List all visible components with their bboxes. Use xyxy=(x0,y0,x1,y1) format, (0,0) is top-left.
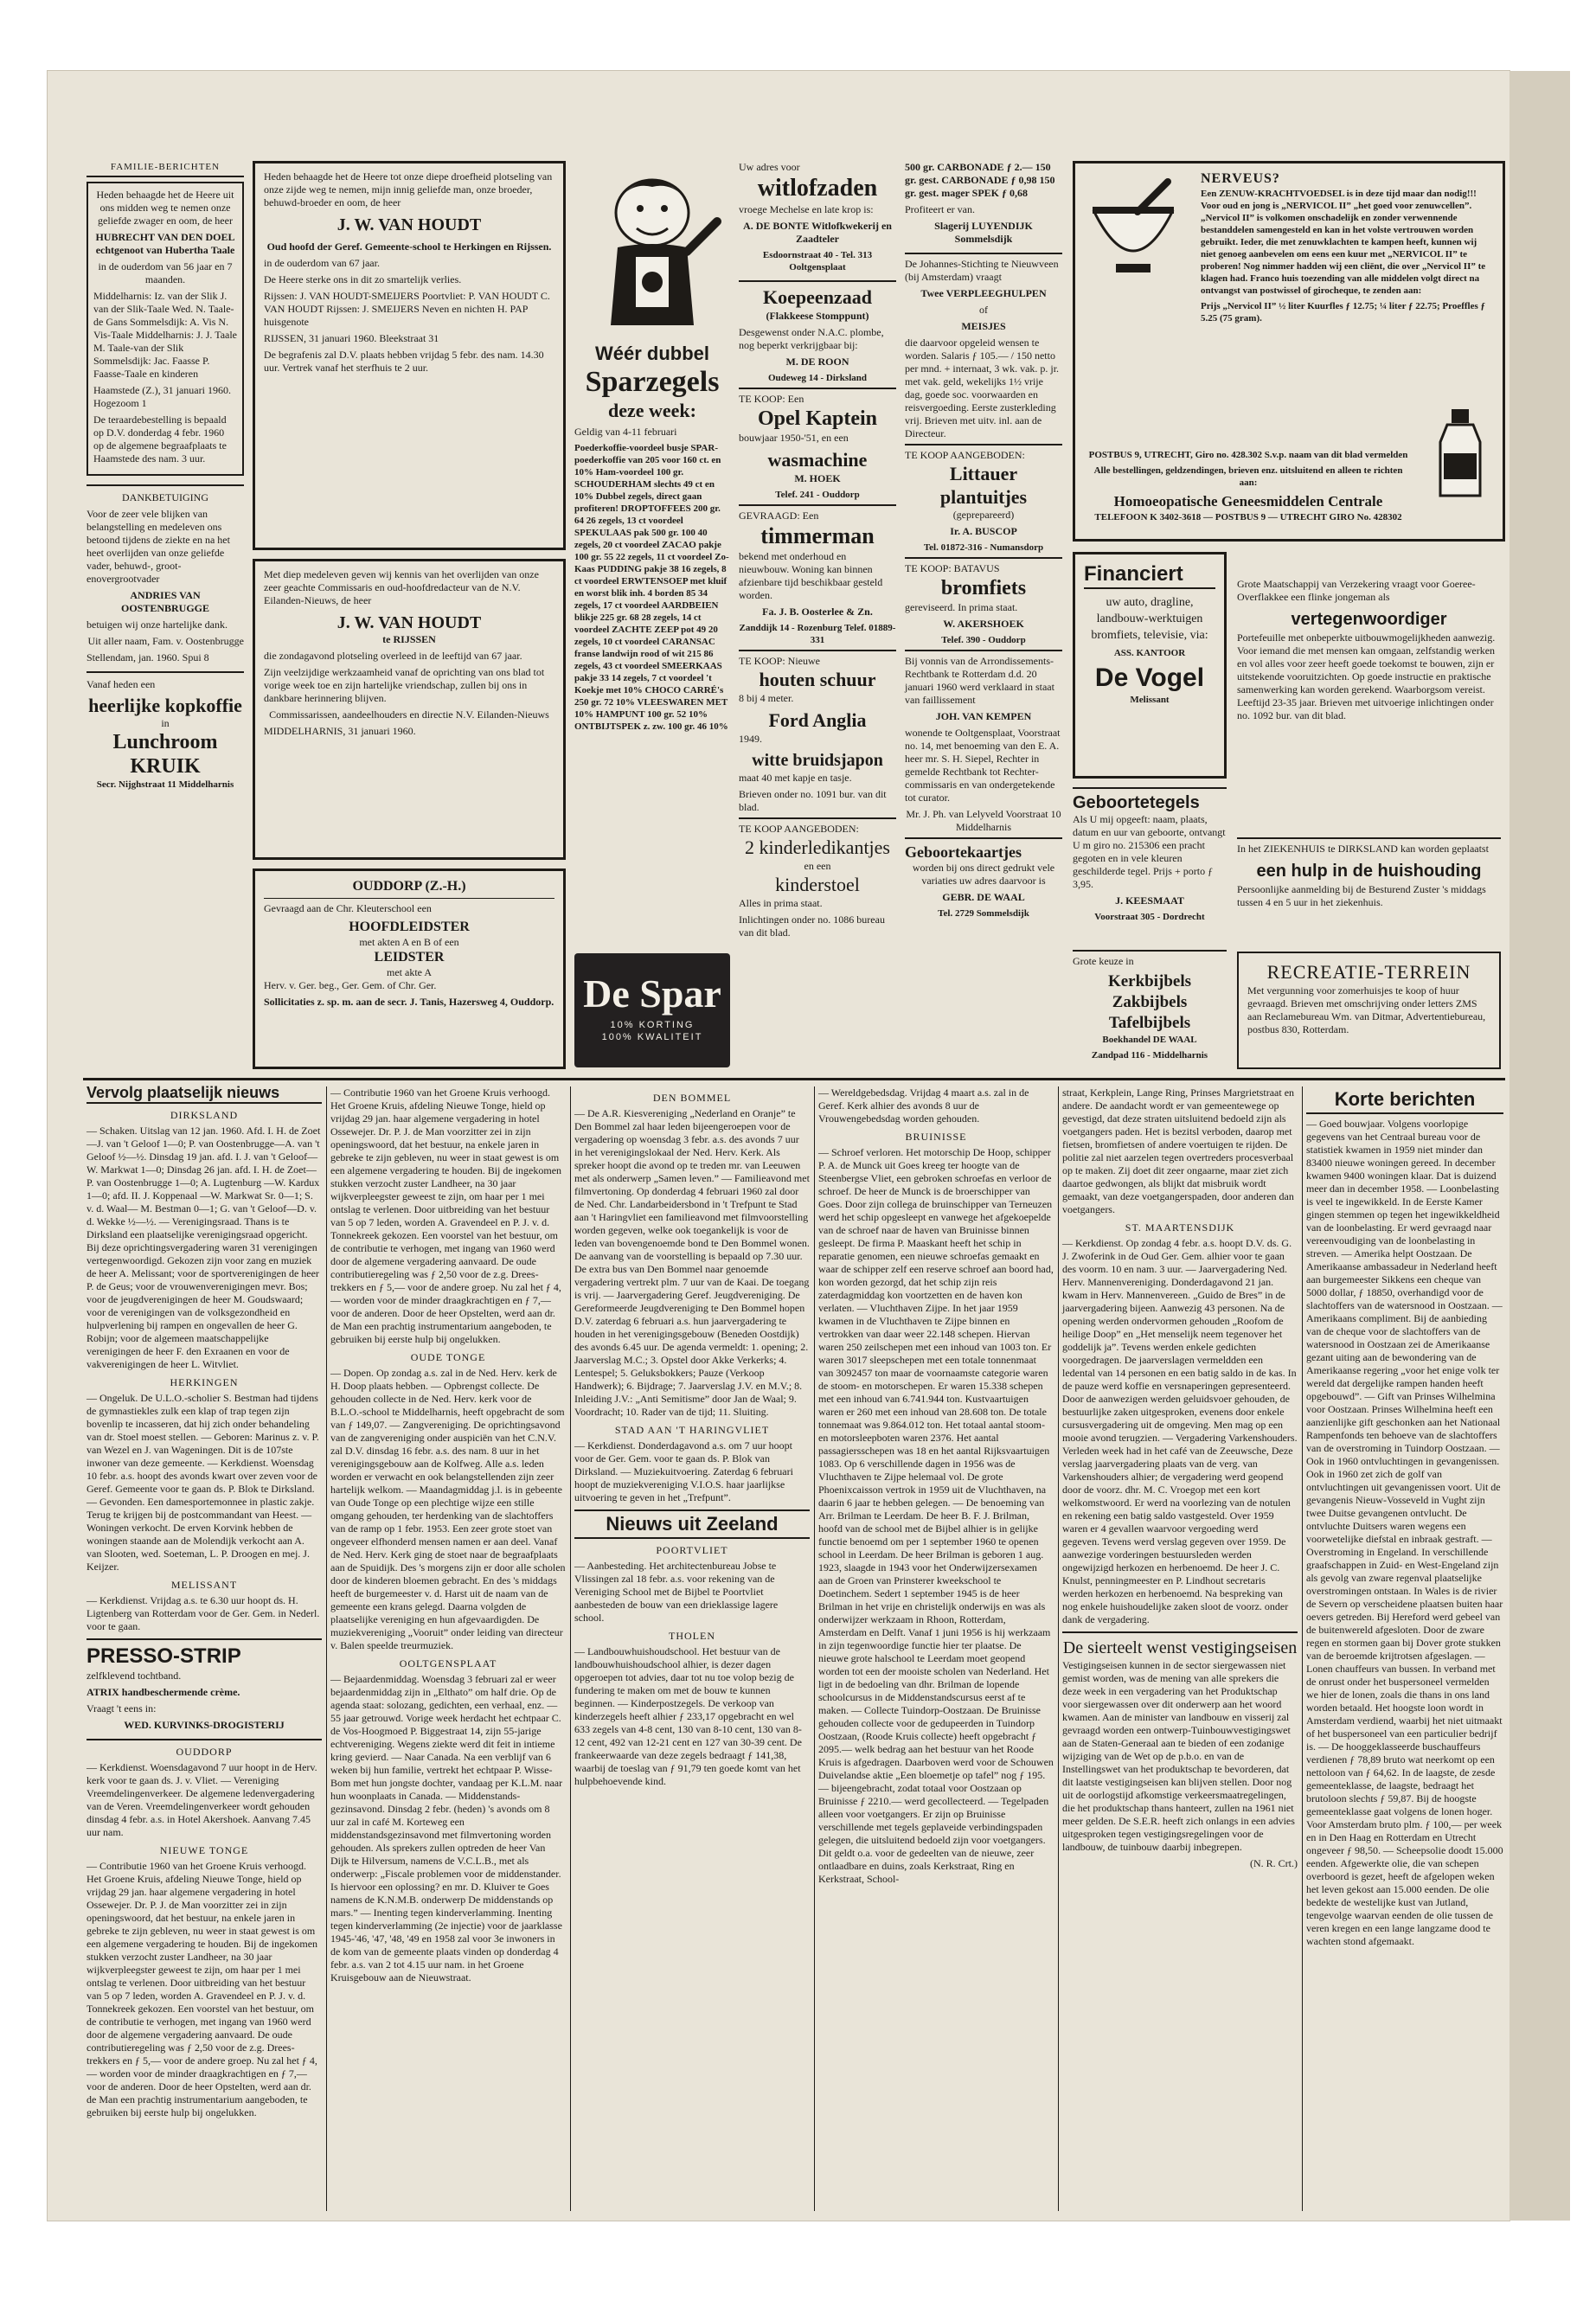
ad-verpleeg-text: die daarvoor opgeleid wensen te worden. Salaris ƒ 105.— / 150 netto per mnd. + internaat, 3 wk. vak. p. jr. met vak. geld, wekelijks 1½ vrije dag, goede soc. voorwaarden en reisvergoeding. Eerste zusterkleding vrij. Brieven met uitv. inl. aan de Directeur. xyxy=(905,336,1060,439)
column-rule-5 xyxy=(1302,1086,1303,2211)
nervicol-text: Een ZENUW-KRACHTVOEDSEL is in deze tijd maar dan nodig!!! Voor oud en jong is „NERVICOL II” „het goed voor zenuwcellen”. „Nervicol II” is volkomen onschadelijk en zonder verwennende bestanddelen samengesteld en kan in het volste vertrouwen worden gebruikt. Ieder, die met zenuwklachten te kampen heeft, kunnen wij niet genoeg aanbevelen om eens een kuur met „NERVICOL II” te proberen! Nog nimmer hadden wij een cliënt, die over „Nervicol II” te klagen had. Franco huis toezending van alle middelen volgt direct na ontvangst van postwissel of girocheque, te zenden aan: xyxy=(1201,189,1486,296)
ad-verpleeg-meisjes: MEISJES xyxy=(961,320,1006,332)
spar-mascot-icon xyxy=(574,161,730,343)
coffee-pre: Vanaf heden een xyxy=(87,678,156,690)
ad-witlof-text: vroege Mechelse en late krop is: xyxy=(739,203,874,215)
ad-littauer-name: Ir. A. BUSCOP xyxy=(950,525,1017,537)
ad-bruidsjapon-contact: Brieven onder no. 1091 bur. van dit blad. xyxy=(739,788,887,813)
text-nieuwe-tonge: — Contributie 1960 van het Groene Kruis verhoogd. Het Groene Kruis, afdeling Nieuwe Tonge, hield op vrijdag 29 jan. haar algemene vergadering in hotel Ossewejer. Dr. P. J. de Man voorzitter zei in zijn openingswoord, dat het bestuur, na enkele jaren in gebreke te zijn gebleven, nu weer in staat gewest is om een algemene vergadering te houden. Bij de ingekomen stukken verzocht zuster Landheer, na 30 jaar wijkverpleegster geweest te zijn, om haar per 1 mei ontslag te verlenen. Door uitbreiding van het bestuur van 5 op 7 leden, worden A. Gravendeel en P. J. v. d. Tonnekreek gekozen. Een voorstel van het bestuur, om de contributie te verhogen, met ingang van 1960 werd door de algemene vergadering aanvaard. De oude contributieregeling was ƒ 2,50 voor de z.g. Drees-trekkers en ƒ 5,— voor de andere groep. Nu zal het ƒ 4,— worden voor de minder draagkrachtigen en ƒ 7,— voor de anderen. Door de heer Opstelten, werd aan dr. de Man een prachtig instrumentarium aangeboden, te gebruiken bij eerste hulp bij ongelukken. xyxy=(330,1086,562,1345)
ad-witlof-addr: Esdoornstraat 40 - Tel. 313 Ooltgensplaat xyxy=(762,250,873,272)
presso-vraag: Vraagt 't eens in: xyxy=(87,1702,157,1715)
ad-schuur-headline: houten schuur xyxy=(759,669,876,690)
nervicol-order-block xyxy=(1084,449,1413,527)
obituary-van-houdt-company xyxy=(253,559,566,860)
ad-bromfiets-pre: TE KOOP: BATAVUS xyxy=(905,562,1000,574)
houdt1-intro: Heden behaagde het de Heere tot onze diepe droefheid plotseling van onze zijde weg te nemen, mijn innig geliefde man, onze broeder, behuwd-broeder en oom, de heer xyxy=(264,170,553,208)
ad-houten-schuur xyxy=(739,650,896,814)
coffee-place: Lunchroom KRUIK xyxy=(112,731,218,778)
heading-poortvliet: POORTVLIET xyxy=(656,1544,728,1556)
bijbels-pre: Grote keuze in xyxy=(1073,955,1134,967)
spar-week: deze week: xyxy=(607,400,696,421)
houdt1-name: J. W. VAN HOUDT xyxy=(337,215,482,234)
obituary-place: Haamstede (Z.), 31 januari 1960. Hogezoom 1 xyxy=(93,384,231,409)
ad-koepeenzaad xyxy=(739,280,896,384)
spar-again: Wéér dubbel xyxy=(594,343,709,364)
family-section-title: FAMILIE-BERICHTEN xyxy=(87,161,244,177)
presso-ad xyxy=(87,1638,322,1740)
ad-bruidsjapon-headline: witte bruidsjapon xyxy=(752,751,883,770)
thanks-title: DANKBETUIGING xyxy=(122,491,208,503)
mortar-pestle-icon xyxy=(1086,177,1181,290)
news-column-1 xyxy=(87,1086,322,2211)
recreatie-title: RECREATIE-TERREIN xyxy=(1266,961,1471,983)
ad-koepeen-sub: (Flakkeese Stomppunt) xyxy=(766,310,869,322)
ad-faillissement-text: Bij vonnis van de Arrondissements-Rechtbank te Rotterdam d.d. 20 januari 1960 werd verklaard in staat van faillissement xyxy=(905,655,1054,706)
bijbels-addr: Zandpad 116 - Middelharnis xyxy=(1091,1050,1208,1061)
school-job2: LEIDSTER xyxy=(374,950,445,965)
heading-dirksland: DIRKSLAND xyxy=(170,1109,239,1121)
obituary-notice xyxy=(87,182,244,476)
section-divider xyxy=(83,1078,1505,1080)
school-denomination: Herv. v. Ger. beg., Ger. Gem. of Chr. Ger. xyxy=(264,979,437,991)
school-place: OUDDORP (Z.-H.) xyxy=(264,878,554,899)
text-sierteelt: Vestigingseisen kunnen in de sector siergewassen niet gemist worden, was de mening van alle sprekers die deze week in een vergadering van het Produktschap voor siergewassen over dit onderwerp aan het woord kwamen. Aan de minister van landbouw en visserij zal gevraagd worden een ontwerp-Tuinbouwvestigingswet aan de Staten-Generaal aan te bieden of een zodanige wijziging van de Wet op de p.b.o. en van de Instellingswet van het produktschap te bevorderen, dat dit laatste vestigingseisen kan blijven stellen. Door nog uit de oorlogstijd afkomstige verkeersmaatregelingen, die het produktschap thans hanteert, zullen na 1961 niet meer gelden. De S.E.R. heeft zich onlangs in een advies uitgesproken tegen vestigingsregelingen voor de landbouw, de tuinbouw daarbij inbegrepen. xyxy=(1062,1659,1295,1853)
vertegen-text1: Grote Maatschappij van Verzekering vraagt voor Goeree-Overflakkee een flinke jongeman als xyxy=(1237,578,1476,603)
news-column-6 xyxy=(1306,1086,1503,2211)
obituary-funeral: De teraardebestelling is bepaald op D.V. donderdag 4 febr. 1960 op de algemene begraafplaats te Haamstede des nam. 3 uur. xyxy=(93,413,227,465)
houdt2-place: te RIJSSEN xyxy=(382,633,436,645)
heading-bruinisse: BRUINISSE xyxy=(905,1131,967,1143)
ad-witlof-name: A. DE BONTE Witlofkwekerij en Zaadteler xyxy=(743,220,892,245)
de-spar-logo-text: De Spar xyxy=(583,971,721,1016)
ad-koepeen-name: M. DE ROON xyxy=(785,356,849,368)
ad-faillissement xyxy=(905,650,1062,834)
heading-melissant: MELISSANT xyxy=(170,1579,238,1591)
ad-geboortekaartjes-headline: Geboortekaartjes xyxy=(905,843,1022,861)
ad-kinder-contact: Inlichtingen onder no. 1086 bureau van dit blad. xyxy=(739,913,885,939)
nervicol-tel: TELEFOON K 3402-3618 — POSTBUS 9 — UTRECHT GIRO No. 428302 xyxy=(1094,512,1402,522)
spar-headline: Sparzegels xyxy=(585,366,720,398)
text-ooltgensplaat: — Bejaardenmiddag. Woensdag 3 februari zal er weer bejaardenmiddag zijn in „Elthato” om half drie. Op de agenda staat: solozang, gedichten, een verhaal, enz. — 55 jaar getrouwd. Vorige week herdacht het echtpaar C. de Vos-Hoogmoed P. Biggestraat 14, zijn 55-jarige echtvereniging. Wegens ziekte werd dit feit in intieme kring gevierd. — Naar Canada. Na een verblijf van 6 weken bij hun familie, vertrekt het echtpaar P. Wisse-Bom met hun jongste dochter, vandaag per K.L.M. naar hun woonplaats in Canada. — Middenstands-gezinsavond. Dinsdag 2 febr. (heden) 's avonds om 8 uur zal in café M. Korteweg een middenstandsgezinsavond met filmvertoning worden gehouden. Als sprekers zullen optreden de heer Van Dijk te Hilversum, namens de V.C.L.B., met als onderwerp: „Fiscale problemen voor de middenstander. Is hiervoor een oplossing? en mr. D. Kluiver te Goes namens de K.N.M.B. onderwerp De middenstands op mars.” — Inenting tegen kinderverlamming. Inenting tegen kinderverlamming (2e injectie) voor de jaarklasse 1945-'46, '47, '48, '49 en 1958 zal voor 3e inwoners in de kom van de gemeente plaats vinden op donderdag 4 febr. a.s. van 2 tot 4.15 uur nam. in het Groene Kruisgebouw aan de Nieuwstraat. xyxy=(330,1673,563,1984)
de-spar-logo-sub1: 10% KORTING xyxy=(610,1020,695,1030)
coffee-ad xyxy=(87,671,244,791)
de-spar-logo-sub2: 100% KWALITEIT xyxy=(601,1032,703,1042)
ad-kinderledikantjes xyxy=(739,817,896,939)
recreatie-text: Met vergunning voor zomerhuisjes te koop of huur gevraagd. Brieven met omschrijving onder letters ZMS aan Reclamebureau Wm. van Ditmar, Advertentiebureau, postbus 830, Rotterdam. xyxy=(1247,984,1486,1035)
obituary-age: in de ouderdom van 56 jaar en 7 maanden. xyxy=(98,260,233,285)
ad-slagerij-name: Slagerij LUYENDIJK Sommelsdijk xyxy=(934,220,1033,245)
thanks-place: Stellendam, jan. 1960. Spui 8 xyxy=(87,651,209,663)
ad-opel-kaptein xyxy=(739,388,896,501)
ad-koepeen-addr: Oudeweg 14 - Dirksland xyxy=(768,373,867,383)
ad-geboortekaartjes-text: worden bij ons direct gedrukt vele variaties uw adres daarvoor is xyxy=(912,862,1055,887)
nervicol-ad xyxy=(1073,161,1505,542)
houdt2-name: J. W. VAN HOUDT xyxy=(337,613,482,632)
ad-timmerman-addr: Zanddijk 14 - Rozenburg Telef. 01889-331 xyxy=(739,623,896,645)
thanks-text: Voor de zeer vele blijken van belangstelling en medeleven ons betoond tijdens de ziekte en na het heet overlijden van onze geliefde vader, behuwd-, groot- enovergrootvader xyxy=(87,508,230,585)
thanks-notice xyxy=(87,484,244,664)
houdt1-family: Rijssen: J. VAN HOUDT-SMEIJERS Poortvliet: P. VAN HOUDT C. VAN HOUDT Rijssen: J. SMEIJERS Neven en nichten H. PAP huisgenote xyxy=(264,290,550,328)
school-job1-note: met akten A en B of een xyxy=(359,936,459,948)
heading-tholen: THOLEN xyxy=(669,1630,715,1642)
houdt1-place: RIJSSEN, 31 januari 1960. Bleekstraat 31 xyxy=(264,332,439,344)
ad-littauer-addr: Tel. 01872-316 - Numansdorp xyxy=(923,542,1044,553)
vertegen-headline: vertegenwoordiger xyxy=(1291,610,1447,629)
financiert-company: ASS. KANTOOR xyxy=(1113,648,1186,658)
ad-littauer-sub: (geprepareerd) xyxy=(952,509,1015,521)
school-contact: Sollicitaties z. sp. m. aan de secr. J. Tanis, Hazersweg 4, Ouddorp. xyxy=(264,996,554,1008)
ad-faillissement-name: JOH. VAN KEMPEN xyxy=(935,710,1032,722)
obituary-van-houdt-family xyxy=(253,161,566,550)
ad-opel-addr: Telef. 241 - Ouddorp xyxy=(775,490,860,500)
bijbels-headline: Kerkbijbels Zakbijbels Tafelbijbels xyxy=(1107,972,1192,1032)
ad-verpleeghulpen xyxy=(905,253,1062,440)
heading-stad-haringvliet: STAD AAN 'T HARINGVLIET xyxy=(614,1424,770,1436)
text-tholen: — Landbouwhuishoudschool. Het bestuur van de landbouwhuishoudschool alhier, is dezer dagen opgeroepen tot advies, daar tot nu toe volop bezig de fundering te maken om met de bouw te kunnen beginnen. — Kinderpostzegels. De verkoop van kinderzegels heeft alhier ƒ 233,17 opgebracht en wel 633 zegels van 4-8 cent, 130 van 8-10 cent, 130 van 8-12 cent, 492 van 12-21 cent en 127 van 30-39 cent. De frankeerwaarde van deze zegels bedraagt ƒ 141,38, waarbij de toeslag van ƒ 91,79 ten goede komt van het hulpbehoevende kind. xyxy=(574,1645,802,1787)
news-column-3 xyxy=(574,1086,810,2211)
ad-opel-text: bouwjaar 1950-'51, en een xyxy=(739,432,849,444)
obituary-name: HUBRECHT VAN DEN DOEL echtgenoot van Huberthа Taale xyxy=(95,231,235,256)
coffee-in: in xyxy=(161,717,170,729)
column-rule-2 xyxy=(570,1086,571,2211)
ad-bruidsjapon-text: maat 40 met kapje en tasje. xyxy=(739,772,852,784)
ad-bromfiets-name: W. AKERSHOEK xyxy=(943,618,1024,630)
heading-oude-tonge: OUDE TONGE xyxy=(410,1351,486,1363)
text-herkingen: — Ongeluk. De U.L.O.-scholier S. Bestman had tijdens de gymnastiekles zulk een klap of trap tegen zijn bovenlip te incasseren, dat hij zich onder behandeling van dr. Stoel moest stellen. — Geboren: Marinus z. v. P. van Wezel en J. van Wageningen. Dit is de 107ste inwoner van deze gemeente. — Kerkdienst. Woensdag 10 febr. a.s. hoopt des avonds kwart over zeven voor de Geref. Gemeente voor te gaan ds. P. Blok te Dirksland. — Gevonden. Een damesportemonnee in plastic zakje. Terug te krijgen bij de postcommandant van Heest. — Woningen verkocht. De erven Korvink hebben de woningen staande aan de Molendijk verkocht aan A. van Slooten, wed. Soeteman, L. P. Droogen en mej. J. Keijzer. xyxy=(87,1392,319,1573)
presso-atrix: ATRIX handbeschermende crème. xyxy=(87,1686,240,1698)
text-melissant: — Kerkdienst. Vrijdag a.s. te 6.30 uur hoopt ds. H. Ligtenberg van Rotterdam voor de Ger. Gem. in Nederl. voor te gaan. xyxy=(87,1594,320,1632)
korte-berichten-headline: Korte berichten xyxy=(1306,1086,1503,1114)
news-headline: Vervolg plaatselijk nieuws xyxy=(87,1086,322,1104)
financiert-name: De Vogel xyxy=(1094,663,1205,692)
de-spar-logo xyxy=(574,953,730,1067)
text-tegelpaden-end: straat, Kerkplein, Lange Ring, Prinses Margrietstraat en andere. De aandacht wordt er van gemeentewege op gevestigd, dat deze straten uitsluitend bedoeld zijn als voetgangers paden. Het is bezitsl verboden, daarop met fietsen, bromfietsen of andere voertuigen te rijden. De politie zal niet aarzelen tegen overtreders procesverbaal op te maken. Zij doet dit zeer ongaarne, maar ziet zich daartoe gedwongen, als blijkt dat misbruik wordt gemaakt, van deze voetgangerspaden, door anderen dan voetgangers. xyxy=(1062,1086,1295,1215)
sierteelt-headline: De sierteelt wenst vestigingseisen xyxy=(1062,1631,1298,1659)
nervicol-note: Alle bestellingen, geldzendingen, brieven enz. uitsluitend en alleen te richten aan: xyxy=(1093,465,1403,488)
news-column-2 xyxy=(330,1086,566,2211)
ad-bromfiets-addr: Telef. 390 - Ouddorp xyxy=(941,635,1026,645)
houdt1-role: Oud hoofd der Geref. Gemeente-school te Herkingen en Rijssen. xyxy=(266,240,552,253)
houdt1-verse: De Heere sterke ons in dit zo smartelijk verlies. xyxy=(264,273,462,285)
houdt2-text: Zijn veelzijdige werkzaamheid vanaf de oprichting van ons blad tot vorige week toe en zijn hartelijke vriendschap, zullen bij ons in dankbare herinnering blijven. xyxy=(264,666,545,704)
houdt1-funeral: De begrafenis zal D.V. plaats hebben vrijdag 5 febr. des nam. 14.30 uur. Vertrek vanaf het sterfhuis te 2 uur. xyxy=(264,349,544,374)
adjacent-page-edge xyxy=(1509,71,1570,2221)
ad-bromfiets xyxy=(905,557,1062,646)
ad-koepeen-headline: Koepeenzaad xyxy=(763,286,872,308)
school-vacancy-ad xyxy=(253,868,566,1069)
geboortetegels-ad xyxy=(1073,787,1227,946)
spar-ad xyxy=(574,161,730,1069)
ad-kinder-pre: TE KOOP AANGEBODEN: xyxy=(739,823,859,835)
vertegen-text2: Portefeuille met onbeperkte uitbouwmogelijkheden aanwezig. Voor iemand die met mensen kan omgaan, zelfstandig werken en vol alles voor zeer heeft goede toekomst te bouwen, zijn er uitstekende vooruitzichten. Op goede instructie en praktische samenwerking kan worden gerekend. Waarborgsom vereist. Leeftijd 23-35 jaar. Brieven met uitvoerige inlichtingen onder no. 1092 bur. van dit blad. xyxy=(1237,631,1496,721)
houdt2-sign: Commissarissen, aandeelhouders en directie N.V. Eilanden-Nieuws xyxy=(269,708,549,721)
ad-witlof-pre: Uw adres voor xyxy=(739,161,800,173)
bijbels-ad xyxy=(1073,950,1227,1074)
financiert-ad xyxy=(1073,552,1227,779)
geboortetegels-name: J. KEESMAAT xyxy=(1115,894,1184,907)
zeeland-headline: Nieuws uit Zeeland xyxy=(574,1509,810,1539)
ad-slagerij-offers: 500 gr. CARBONADE ƒ 2.— 150 gr. gest. CARBONADE ƒ 0,98 150 gr. gest. mager SPEK ƒ 0,68 xyxy=(905,161,1055,199)
geboortetegels-text: Als U mij opgeeft: naam, plaats, datum en uur van geboorte, ontvangt U m giro no. 215306 een pracht gegoten en in vele kleuren geschilderde tegel. Prijs + porto ƒ 3,95. xyxy=(1073,813,1226,890)
text-ouddorp: — Kerkdienst. Woensdagavond 7 uur hoopt in de Herv. kerk voor te gaan ds. J. v. Vliet. — Vereniging Vreemdelingenverkeer. De algemene ledenvergadering van de Veren. Vreemdelingenverkeer wordt gehouden dinsdag 4 febr. a.s. in Hotel Akershoek. Aanvang 7.45 uur nam. xyxy=(87,1761,317,1838)
presso-title: PRESSO-STRIP xyxy=(87,1644,241,1668)
text-stad-haringvliet: — Kerkdienst. Donderdagavond a.s. om 7 uur hoopt voor de Ger. Gem. voor te gaan ds. P. Blok van Dirksland. — Muziekuitvoering. Zaterdag 6 februari hoopt de muziekvereniging V.I.O.S. haar jaarlijkse uitvoering te geven in het „Trefpunt”. xyxy=(574,1439,793,1503)
presso-sub: zelfklevend tochtband. xyxy=(87,1670,182,1682)
nervicol-title: NERVEUS? xyxy=(1201,171,1280,186)
ad-verpleeg-intro: De Johannes-Stichting te Nieuwveen (bij Amsterdam) vraagt xyxy=(905,258,1059,283)
ad-timmerman-name: Fa. J. B. Oosterlee & Zn. xyxy=(762,606,873,618)
bijbels-name: Boekhandel DE WAAL xyxy=(1102,1035,1197,1045)
ad-witlofzaden xyxy=(739,161,896,280)
column-rule-1 xyxy=(326,1086,327,2211)
ad-faillissement-sign: Mr. J. Ph. van Lelyveld Voorstraat 10 Middelharnis xyxy=(906,808,1061,833)
ad-kinder-en: en een xyxy=(804,860,831,872)
ad-geboortekaartjes-addr: Tel. 2729 Sommelsdijk xyxy=(938,908,1029,919)
houdt2-intro: Met diep medeleven geven wij kennis van het overlijden van onze zeer geachte Commissaris en oud-hoofdredacteur van de N.V. Eilanden-Nieuws, de heer xyxy=(264,568,539,606)
ad-kinder-text: Alles in prima staat. xyxy=(739,897,823,909)
news-column-5 xyxy=(1062,1086,1298,2211)
heading-herkingen: HERKINGEN xyxy=(170,1376,239,1388)
ad-littauer-headline: Littauer plantuitjes xyxy=(939,463,1028,508)
huishoud-ad xyxy=(1237,837,1501,948)
presso-shop: WED. KURVINKS-DROGISTERIJ xyxy=(124,1719,285,1731)
ad-geboortekaartjes xyxy=(905,837,1062,920)
column-rule-3 xyxy=(814,1086,815,2211)
heading-den-bommel: DEN BOMMEL xyxy=(652,1092,732,1104)
vertegenwoordiger-ad xyxy=(1237,578,1501,829)
text-den-bommel: — De A.R. Kiesvereniging „Nederland en Oranje” te Den Bommel zal haar leden bijeengeroepen voor de vergadering op woensdag 3 febr. a.s. des avonds 7 uur in het verenigingslokaal der Ned. Herv. Kerk. Als spreker hoopt die avond op te treden mr. van Leeuwen met als onderwerp „Samen leven.” — Familieavond met filmvertoning. Op donderdag 4 februari 1960 zal door de Ned. Chr. Landarbeidersbond in 't Trefpunt te Stad aan 't Haringvliet een familieavond met filmvoorstelling worden gegeven, welke ook toegankelijk is voor de leden van bovengenoemde bond te Den Bommel wonen. De aanvang van de voorstelling is bepaald op 7.30 uur. De extra bus van Den Bommel naar genoemde vergadering vertrekt plm. 7 uur van de Kaai. De toegang is vrij. — Jaarvergadering Geref. Jeugdvereniging. De Gereformeerde Jeugdvereniging te Den Bommel hopen D.V. zaterdag 6 februari a.s. hun jaarvergadering te houden in het verenigingsgebouw (Beneden Oostdijk) des avonds 6.45 uur. De agenda vermeldt: 1. opening; 2. Jaarverslag M.C.; 3. Opstel door Akke Verkerks; 4. Lentespel; 5. Geluksbokkers; Pauze (Verkoop Handwerk); 6. Bijdrage; 7. Jaarverslag J.V. en M.V.; 8. Inleiding J.V.: „Anti Semitisme” door Jan de Waal; 9. Voordracht; 10. Rader van de tijd; 11. Sluiting. xyxy=(574,1107,810,1418)
ad-kinder-headline: 2 kinderledikantjes xyxy=(744,836,890,858)
nervicol-bottle-icon xyxy=(1430,406,1490,501)
school-job2-note: met akte A xyxy=(387,966,432,978)
ad-opel-pre: TE KOOP: Een xyxy=(739,393,804,405)
geboortetegels-title: Geboortetegels xyxy=(1073,793,1200,812)
ad-verpleeg-headline: Twee VERPLEEGHULPEN xyxy=(920,287,1047,299)
ad-kinderstoel: kinderstoel xyxy=(775,874,860,895)
ad-opel-name: M. HOEK xyxy=(794,472,841,484)
column-rule-4 xyxy=(1058,1086,1059,2211)
ad-faillissement-text2: wonende te Ooltgensplaat, Voorstraat no. 14, met benoeming van den E. A. heer mr. S. H. Siepel, Rechter in gemelde Rechtbank tot Rechter-commissaris en van ondergetekende tot curator. xyxy=(905,727,1061,804)
ad-schuur-text: 8 bij 4 meter. xyxy=(739,692,794,704)
ad-timmerman-pre: GEVRAAGD: Een xyxy=(739,510,819,522)
nervicol-company: Homoeopatische Geneesmiddelen Centrale xyxy=(1113,493,1383,510)
text-wereldgebedsdag: — Wereldgebedsdag. Vrijdag 4 maart a.s. zal in de Geref. Kerk alhier des avonds 8 uur de Vrouwengebedsdag worden gehouden. xyxy=(818,1086,1029,1125)
ad-timmerman xyxy=(739,504,896,646)
thanks-sign: Uit aller naam, Fam. v. Oostenbrugge xyxy=(87,635,244,647)
financiert-items: uw auto, dragline, landbouw-werktuigen bromfiets, televisie, via: xyxy=(1091,596,1208,642)
nervicol-content xyxy=(1201,170,1494,324)
ad-geboortekaartjes-name: GEBR. DE WAAL xyxy=(942,891,1025,903)
ad-bromfiets-text: gereviseerd. In prima staat. xyxy=(905,601,1018,613)
spar-valid: Geldig van 4-11 februari xyxy=(574,426,677,438)
ad-verpleeg-of: of xyxy=(979,304,988,316)
thanks-end: betuigen wij onze hartelijke dank. xyxy=(87,619,228,631)
text-oude-tonge: — Dopen. Op zondag a.s. zal in de Ned. Herv. kerk de H. Doop plaats hebben. — Opbrengst collecte. De gehouden collecte in de Ned. Herv. kerk voor de B.L.O.-school te Middelharnis, heeft opgebracht de som van ƒ 149,07. — Zangvereniging. De oprichtingsavond van de zangvereniging onder auspiciën van het C.N.V. zal D.V. dinsdag 16 febr. a.s. des nam. 8 uur in het verenigingsgebouw aan de Kolfweg. Alle a.s. leden worden er verwacht en ook belangstellenden zijn zeer hartelijk welkom. — Maandagmiddag j.l. is in gebeente van Oude Tonge op een plechtige wijze een stille omgang gehouden, ter herdenking van de slachtoffers van de ramp op 1 febr. 1953. Een zeer grote stoet van ongeveer elfhonderd mensen namen er aan deel. Vanaf de Ned. Herv. Kerk ging de stoet naar de begraafplaats aan de Spuidijk. Des 's morgens zijn er door alle scholen door de kinderen bloemen gebracht. En des 's middags heeft de burgemeester v. d. Harst uit de naam van de gemeente een krans gelegd. Daarna volgden de plaatselijke vereniging en hun afgevaardigden. De muziekvereniging „Vooruit” onder leiding van directeur v. Balen speelde treurmuziek. xyxy=(330,1367,566,1651)
ad-ford-headline: Ford Anglia xyxy=(768,709,867,731)
huishoud-headline: een hulp in de huishouding xyxy=(1256,862,1482,881)
ad-bromfiets-headline: bromfiets xyxy=(940,577,1027,599)
text-st-maartensdijk: — Kerkdienst. Op zondag 4 febr. a.s. hoopt D.V. ds. G. J. Zwoferink in de Oud Ger. Gem. alhier voor te gaan des voorm. 10 en nam. 3 uur. — Jaarvergadering Ned. Herv. Mannenvereniging. Donderdagavond 21 jan. kwam in Herv. Mannenvereen. „Guido de Bres” in de jaarvergadering bijeen. Aanwezig 43 personen. Na de opening werden ondervormen gehouden „Roofom de heilige Doop” en „Het menselijk neem tegenover het goddelijk ja”. Tevens werden enkele gedichten voorgedragen. De jaarverslagen vermeldden een ledental van 14 personen en een batig saldo in de kas. In de pauze werd koffie en versnaperingen gepresenteerd. Door de aanwezigen werden geluidsvoer gehouden, de bestuurlijke zaken uitgesproken, evenens door enkele cursusvergadering uit de omgeving. Men mag op een mooie avond terugzien. — Vergadering Varkenshouders. Verleden week had in het café van de Zeeuwsche, Deze verslag jaarvergadering plaats van de verg. van Varkenshouders alhier; de vergadering werd geopend door de voorz. dhr. M. C. Vroegop met een kort welkomstwoord. Er werd na voorlezing van de notulen en rekening een batig saldo vastgesteld. Over 1959 waren er 4 gevallen waarvoor vergoeding werd gegeven. Tevens werd verslag gegeven over 1959. De aanwezige vorderingen bestuursleden werden ongewijzigd herkozen en herbenoemd. De heer J. C. Knulst, penningmeester en P. Lindhout secretaris werden herkozen en herbenoemd. Na bespreking van nog enkele huishoudelijke zaken sloot de voorz. onder dank de vergadering. xyxy=(1062,1237,1298,1625)
ad-witlof-headline: witlofzaden xyxy=(757,175,878,202)
obituary-family: Middelharnis: Iz. van der Slik J. van der Slik-Taale Wed. N. Taale-de Gans Sommelsdijk: A. Vis N. Vis-Taale Middelharnis: J. J. Taale M. Taale-van der Slik Sommelsdijk: Jac. Faasse P. Faasse-Taale en kinderen xyxy=(93,290,238,380)
ad-opel-wasmachine: wasmachine xyxy=(767,449,868,471)
ad-slagerij-text: Profiteert er van. xyxy=(905,203,975,215)
geboortetegels-addr: Voorstraat 305 - Dordrecht xyxy=(1094,912,1205,922)
school-intro: Gevraagd aan de Chr. Kleuterschool een xyxy=(264,902,432,914)
thanks-name: ANDRIES VAN OOSTENBRUGGE xyxy=(120,589,210,614)
text-dirksland: — Schaken. Uitslag van 12 jan. 1960. Afd. I. H. de Zoet—J. van 't Geloof 1—0; P. van Oostenbrugge—A. van 't Geloof ½—½. Dinsdag 19 jan. afd. I. J. van 't Geloof—W. Markwat 1—0; Dinsdag 26 jan. afd. I. H. de Zoet—P. van Oostenbrugge 1—0; A. Lugtenburg —W. Kardux 1—0; afd. II. J. Koppenaal —W. Markwat Sr. 0—1; S. v. d. Waal— M. Bestman 0—1; G. van 't Geloof—D. v. d. Wekke ½—½. — Verenigingsraad. Thans is te Dirksland een plaatselijke verenigingsraad opgericht. Bij deze oprichtingsvergadering waren 31 verenigingen vertegenwoordigd. Gekozen zijn voor zang en muziek de heer A. Melissant; voor de sportverenigingen de heer P. de Geus; voor de vrouwenverenigingen mevr. Bos; voor de jeugdverenigingen de heer M. Goudswaard; voor de verenigingen van de volksgezondheid en hulpverlening bij rampen en ongevallen de heer G. Robijn; voor de algemeen maatschappelijke verenigingen de heer F. den Exraanen en voor de vakverenigingen de heer L. Witvliet. xyxy=(87,1125,321,1370)
text-poortvliet: — Aanbesteding. Het architectenbureau Jobse te Vlissingen zal 18 febr. a.s. voor rekening van de Vereniging School met de Bijbel te Poortvliet aanbesteden de bouw van een drieklassige lagere school. xyxy=(574,1560,779,1624)
ad-opel-headline: Opel Kaptein xyxy=(757,407,877,430)
houdt1-age: in de ouderdom van 67 jaar. xyxy=(264,257,380,269)
ads-column-b xyxy=(905,161,1062,1069)
coffee-address: Secr. Nijghstraat 11 Middelharnis xyxy=(96,779,234,790)
text-korte-berichten: — Goed bouwjaar. Volgens voorlopige gegevens van het Centraal bureau voor de statistiek kwamen in 1959 niet minder dan 83400 nieuwe woningen gereed. In december kwamen 9400 woningen klaar. Dat is duizend meer dan in december 1958. — Loonbelasting is veel te ingewikkeld. In de Eerste Kamer gingen stemmen op tegen het ingewikkeldheid van de loonbelasting. Er werd gevraagd naar vereenvoudiging van de loonbelasting in streven. — Amerika helpt Oostzaan. De Amerikaanse ambassadeur in Nederland heeft aan burgemeester Sikkens een cheque van 5000 dollar, ƒ 18850, overhandigd voor de slachtoffers van de watersnood in Oostzaan. — Amerikaans compliment. Bij de aanbieding van de cheque voor de slachtoffers van de watersnood in Oostzaan zei de Amerikaanse gezant uiting aan de bewondering van de Amerikaanse regering „voor het enige volk ter wereld dat dergelijke rampen handen heeft opgebouwd”. — Gift van Prinses Wilhelmina voor Oostzaan. Prinses Wilhelmina heeft een aanzienlijke gift geschonken aan het Nationaal Rampenfonds ten behoeve van de slachtoffers van de overstroming in Tuindorp Oostzaan. — Ook in 1960 ontvluchtingen in gevangenissen. Ook in 1960 zet zich de golf van ontvluchtingen uit gevangenissen voort. Uit de gevangenis Nieuw-Vosseveld in Vught zijn twee Duitse gevangenen ontvlucht. De ontvluchte Duitsers waren wegens een voorwetelijke diefstal en inbraak gestraft. — Overstroming in Engeland. In verschillende graafschappen in Zuid- en West-Engeland zijn als gevolg van zware regenval plaatselijke overstromingen ontstaan. In Wales is de rivier de Severn op verscheidene plaatsen buiten haar oevers getreden. Bij Hereford werd gebeel van de buitenwereld afgesloten. Door de zware regen en stormen gaan bij Dover grote stukken van de beroemde krijtrotsen afgeslagen. — Lonen chauffeurs van bussen. In verband met de onrust onder het buspersoneel vermelden we hier de lonen, zoals die thans in ons land worden betaald. Het hoogste loon wordt in Amsterdam verdiend, waarbij het niet uitmaakt of het buspersoneel van een particulier bedrijf is. — De hooggeklasseerde buschauffeurs verdienen ƒ 78,89 bruto wat neerkomt op een nettoloon van ƒ 64,62. In de laagste, de zesde gemeenteklasse, de laagste, bedraagt het brutoloon slechts ƒ 59,87. Bij de hoogste gemeenteklasse gaat volgens de lonen hoger. Voor Amsterdam bruto plm. ƒ 100,— per week en in Den Haag en Rotterdam en Utrecht ongeveer ƒ 98,50. — Scheepsolie doodt 15.000 eenden. Afgewerkte olie, die van schepen overboord is gezet, heeft de afgelopen weken het leven gekost aan 15.000 eenden. De olie bedekte de westelijke kust van Jutland, tengevolge waarvan eenden de olie tussen de veren kregen en een lange langzame dood te wachten stond afgemaakt. xyxy=(1306,1118,1503,1947)
ad-timmerman-headline: timmerman xyxy=(760,523,875,548)
ad-timmerman-text: bekend met onderhoud en nieuwbouw. Woning kan binnen afzienbare tijd beschikbaar gesteld worden. xyxy=(739,550,883,601)
text-bruinisse: — Schroef verloren. Het motorschip De Hoop, schipper P. A. de Munck uit Goes kreeg ter hoogte van de Steenbergse Vliet, een gebroken schroefas en verloor de schroef. De heer de Munck is de broerschipper van Goes. Door zijn collega de bruinschipper van Terneuzen werd het schip opgesleept en vanwege het afgekoepelde van de schroef naar de haven van Bruinisse binnen gesleept. De firma P. Maaskant heeft het schip in reparatie genomen, een nieuwe schroefas gemaakt en waar de schipper zelf een reserve schroef aan boord had, kon worden gezorgd, dat het schip zijn reis zaterdagmiddag kon voortzetten en de haven kon verlaten. — Vluchthaven Zijpe. In het jaar 1959 kwamen in de Vluchthaven te Zijpe binnen en vertrokken van daar weer 22.148 schepen. Hiervan waren 250 zeilschepen met een inhoud van 1003 ton. Er waren 3017 sleepschepen met een totale tonnenmaat van 3092457 ton maar de voornaamste categorie waren de stoom- en motorschepen. Er waren 15.338 schepen met een inhoud van 6.741.944 ton. Kustvaartuigen waren er 260 met een inhoud van 28.608 ton. De totale tonnemaat was 9.864.012 ton. Het totaal aantal stoom- en motorsleepboten waren 2376. Het aantal passagiersschepen was 18 en het aantal Rijksvaartuigen 1083. Op 6 verschillende dagen in 1956 was de Vluchthaven te Zijpe helemaal vol. De grote Phoenixcaisson vertrok in 1959 uit de Vluchthaven, na daarin 6 jaar te hebben gelegen. — De benoeming van Arr. Brilman te Leerdam. De heer B. F. J. Brilman, hoofd van de school met de Bijbel alhier is in gelijke functie benoemd om per 1 september 1960 te openen school in Leerdam. De heer Brilman is geboren 1 aug. 1923, slaagde in 1943 voor het Onderwijzersexamen aan de Groen van Prinsterer kweekschool te Doetinchem. Sedert 1 september 1945 is de heer Brilman in het vrije en christelijk onderwijs en was als onderwijzer werkzaam in Rhoon, Rotterdam, Amsterdam en Delft. Vanaf 1 juni 1956 is hij werkzaam in zijn tegenwoordige functie hier ter plaatse. De nieuwe grote halschool te Leerdam moet geopend worden tot een der mooiste scholen van Nederland. Het ligt in de bedoeling van dhr. Brilman de lopende schoolcursus in de Middenstandscursus eerst af te maken. — Collecte Tuindorp-Oostzaan. De Bruinisse gehouden collecte voor de gedupeerden in Tuindorp Oostzaan, (Roode Kruis collecte) heeft opgebracht ƒ 2095.— welk bedrag aan het bestuur van het Roode Kruis is afgedragen. Daarboven werd voor de Schouwen Duivelandse aktie „Een bloemetje op tafel” nog ƒ 195.— bijeengebracht, zodat totaal voor Oostzaan op Bruinisse ƒ 2210.— werd gecollecteerd. — Tegelpaden alleen voor voetgangers. Er zijn op Bruinisse verschillende met tegels geplaveide verbindingspaden gelegen, die uitsluitend bedoeld zijn voor voetgangers. Dit geldt o.a. voor de gedeelten van de nieuwe, zeer ontlaadbare en duins, zoals Kerkstraat, Ring en Kerkstraat, School- xyxy=(818,1146,1054,1885)
family-column xyxy=(87,161,244,1069)
text-nieuwe-tonge-start: — Contributie 1960 van het Groene Kruis verhoogd. Het Groene Kruis, afdeling Nieuwe Tonge, hield op vrijdag 29 jan. haar algemene vergadering in hotel Ossewejer. Dr. P. J. de Man voorzitter zei in zijn openingswoord, dat het bestuur, na enkele jaren in gebreke te zijn gebleven, nu weer in staat gewest is om een algemene vergadering te houden. Bij de ingekomen stukken verzocht zuster Landheer, na 30 jaar wijkverpleegster geweest te zijn, om haar per 1 mei ontslag te verlenen. Door uitbreiding van het bestuur van 5 op 7 leden, worden A. Gravendeel en P. J. v. d. Tonnekreek gekozen. Een voorstel van het bestuur, om de contributie te verhogen, met ingang van 1960 werd door de algemene vergadering aanvaard. De oude contributieregeling was ƒ 2,50 voor de z.g. Drees-trekkers en ƒ 5,— voor de andere groep. Nu zal het ƒ 4,— worden voor de minder draagkrachtigen en ƒ 7,— voor de anderen. Door de heer Opstelten, werd aan dr. de Man een prachtig instrumentarium aangeboden, te gebruiken bij eerste hulp bij ongelukken. xyxy=(87,1860,318,2118)
houdt2-dateline: MIDDELHARNIS, 31 januari 1960. xyxy=(264,725,416,737)
heading-nieuwe-tonge: NIEUWE TONGE xyxy=(159,1844,249,1856)
heading-ooltgensplaat: OOLTGENSPLAAT xyxy=(399,1657,497,1670)
ad-schuur-pre: TE KOOP: Nieuwe xyxy=(739,655,820,667)
ad-slagerij xyxy=(905,161,1062,253)
huishoud-text1: In het ZIEKENHUIS te DIRKSLAND kan worden geplaatst xyxy=(1237,843,1489,855)
heading-st-maartensdijk: ST. MAARTENSDIJK xyxy=(1125,1221,1235,1234)
heading-ouddorp: OUDDORP xyxy=(176,1746,233,1758)
spar-offers: Poederkoffie-voordeel busje SPAR-poederkoffie van 205 voor 160 ct. en 10% Ham-voordeel 100 gr. SCHOUDERHAM slechts 49 ct en 10% Dubbel zegels, direct gaan profiteren! DROPTOFFEES 200 gr. 64 26 zegels, 13 ct voordeel SPEKULAAS pak 500 gr. 100 40 zegels, 20 ct voordeel ZACAO pakje 100 gr. 55 22 zegels, 11 ct voordeel Zo-Kaas PUDDING pakje 38 16 zegels, 8 ct voordeel ERWTENSOEP met kluif en worst blik inh. 4 borden 85 34 zegels, 17 ct voordeel AARDBEIEN blikje 225 gr. 68 28 zegels, 14 ct voordeel ZACHTE ZEEP pot 49 20 zegels, 10 ct voordeel CARANSAC franse landwijn rood of wit 215 86 zegels, 43 ct voordeel SMEERKAAS pakje 33 14 zegels, 7 ct voordeel 't Koekje met 10% CHOCO CARRÉ's 250 gr. 72 10% VLEESWAREN MET 10% HAMPUNT 100 gr. 52 10% ONTBIJTSPEK z. zw. 100 gr. 46 10% xyxy=(574,443,729,732)
financiert-title: Financiert xyxy=(1084,561,1215,589)
text-nieuwe-tonge-a xyxy=(87,1860,322,2118)
news-column-4 xyxy=(818,1086,1054,2211)
school-job1: HOOFDLEIDSTER xyxy=(349,920,470,934)
financiert-town: Melissant xyxy=(1130,695,1170,705)
ads-column-a xyxy=(739,161,896,1069)
recreatie-ad xyxy=(1237,952,1501,1069)
ad-littauer xyxy=(905,444,1062,554)
houdt2-age: die zondagavond plotseling overleed in de leeftijd van 67 jaar. xyxy=(264,650,522,662)
obituary-intro: Heden behaagde het de Heere uit ons midden weg te nemen onze geliefde zwager en oom, de heer xyxy=(96,189,234,227)
nervicol-price: Prijs „Nervicol II” ½ liter Kuurfles ƒ 12.75; ¼ liter ƒ 22.75; Proeffles ƒ 5.25 (75 gram). xyxy=(1201,301,1486,324)
ad-littauer-pre: TE KOOP AANGEBODEN: xyxy=(905,449,1025,461)
coffee-headline: heerlijke kopkoffie xyxy=(88,695,242,716)
nervicol-address: POSTBUS 9, UTRECHT, Giro no. 428.302 S.v.p. naam van dit blad vermelden xyxy=(1088,450,1408,460)
sierteelt-source: (N. R. Crt.) xyxy=(1250,1857,1298,1869)
ad-koepeen-text: Desgewenst onder N.A.C. plombe, nog beperkt verkrijgbaar bij: xyxy=(739,326,884,351)
huishoud-text2: Persoonlijke aanmelding bij de Besturend Zuster 's middags tussen 4 en 5 uur in het ziekenhuis. xyxy=(1237,883,1486,908)
ad-ford-year: 1949. xyxy=(739,733,762,745)
